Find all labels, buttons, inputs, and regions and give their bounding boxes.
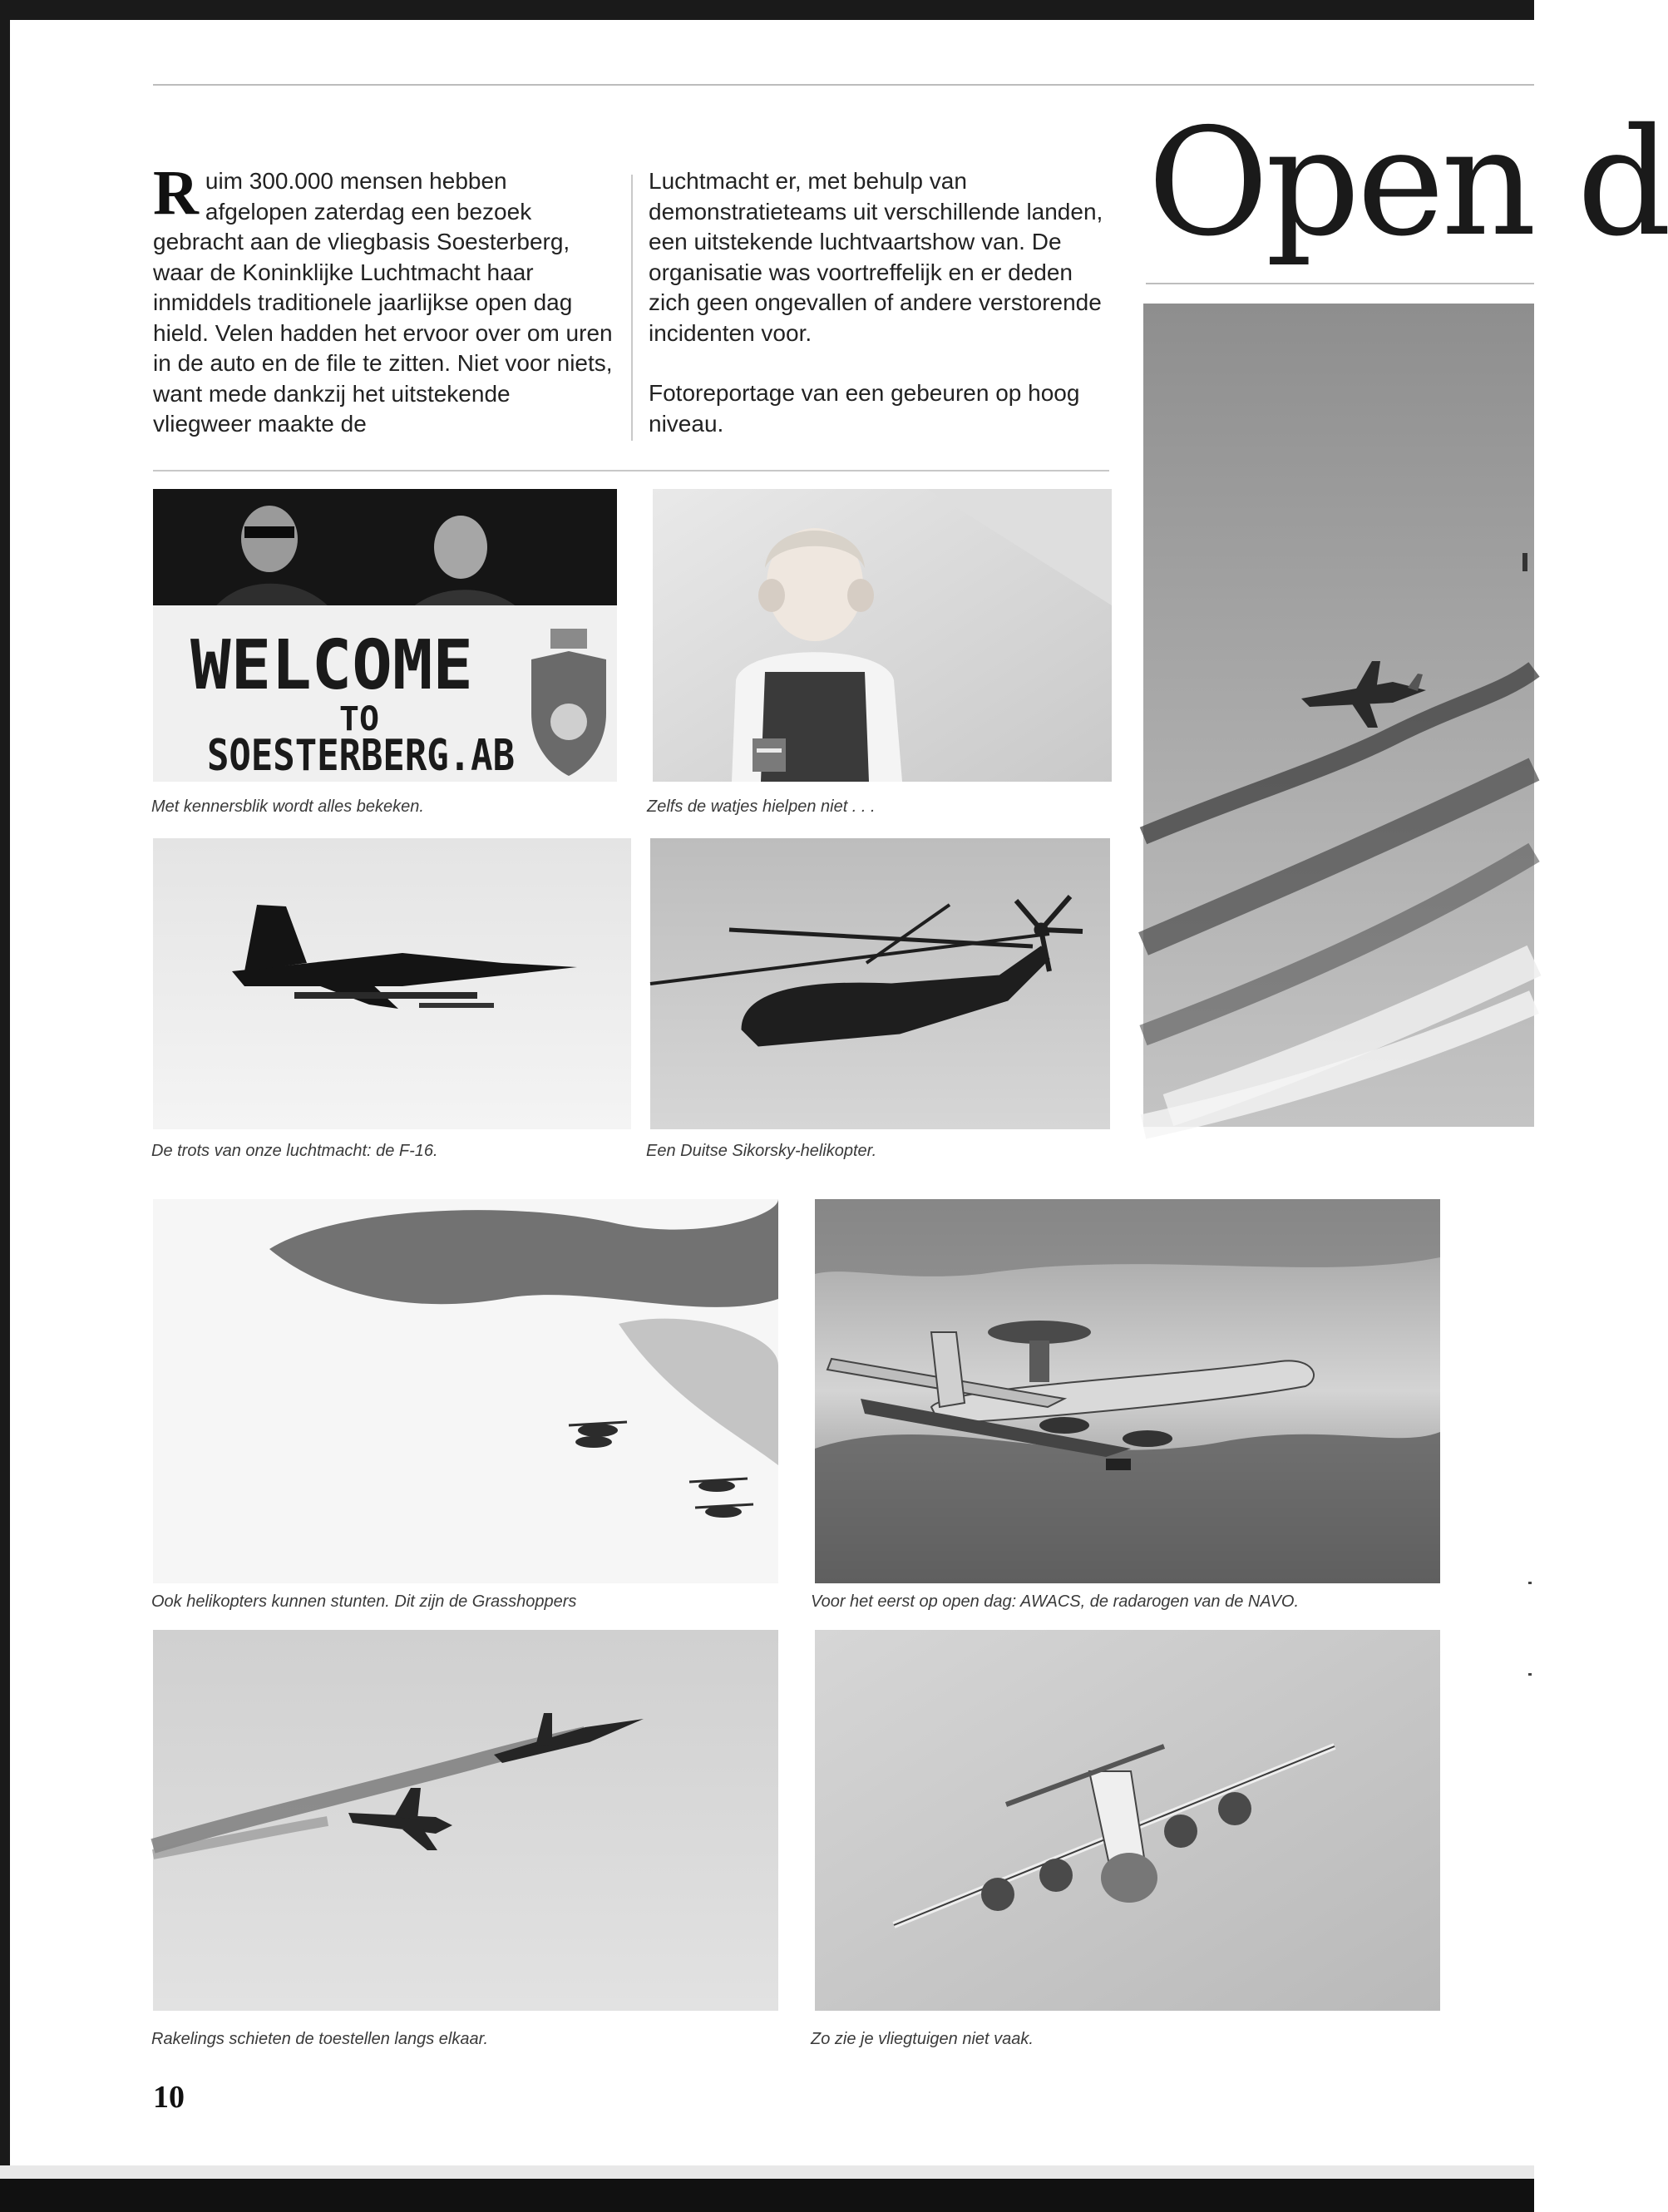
column-divider [631, 175, 633, 441]
caption-sikorsky: Een Duitse Sikorsky-helikopter. [646, 1142, 877, 1160]
margin-mark [1528, 1673, 1532, 1676]
photo-jets-crossing [153, 1630, 778, 2011]
caption-f16: De trots van onze luchtmacht: de F-16. [151, 1142, 438, 1160]
intro-text-1: uim 300.000 mensen hebben afgelopen zaterdag een bezoek gebracht aan de vliegbasis Soesterberg, waar de Koninklijke Luchtmacht haar inmiddels traditionele jaarlijkse open dag hield. Velen hadden het ervoor over om uren in de auto en de file te zitten. Niet voor niets, want mede dankzij het uitstekende vliegweer maakte de [153, 168, 613, 437]
scan-border-bottom [0, 2179, 1534, 2212]
photo-sikorsky [650, 838, 1110, 1129]
intro-text-2b: Fotoreportage van een gebeuren op hoog niveau. [649, 380, 1080, 437]
article-headline: Open d [1147, 96, 1668, 269]
photo-grasshoppers [153, 1199, 778, 1583]
scan-border-top [0, 0, 1534, 20]
photo-welcome-sign [153, 489, 617, 782]
headline-rule [1146, 283, 1534, 284]
caption-child: Zelfs de watjes hielpen niet . . . [647, 797, 876, 816]
caption-grasshoppers: Ook helikopters kunnen stunten. Dit zijn de Grasshoppers [151, 1592, 577, 1611]
sign-line-3: SOESTERBERG.AB [207, 731, 515, 781]
scan-border-left [0, 0, 10, 2212]
hero-photo-smoke-trails [1143, 304, 1534, 1127]
photo-transport-plane [815, 1630, 1440, 2011]
photo-awacs [815, 1199, 1440, 1583]
intro-text-2: Luchtmacht er, met behulp van demonstratieteams uit verschillende landen, een uitstekende luchtvaartshow van. De organisatie was voortreffelijk en er deden zich geen ongevallen of andere verstorende incidenten voor. [649, 168, 1103, 346]
caption-awacs: Voor het eerst op open dag: AWACS, de radarogen van de NAVO. [811, 1592, 1300, 1611]
dropcap: R [153, 158, 199, 228]
intro-column-2 [649, 166, 1110, 439]
scan-border-band [0, 2165, 1534, 2179]
header-rule [153, 84, 1534, 86]
sign-line-1: WELCOME [190, 626, 473, 705]
intro-bottom-rule [153, 470, 1109, 472]
page-number: 10 [153, 2080, 185, 2115]
margin-mark [1528, 1582, 1532, 1584]
caption-jets: Rakelings schieten de toestellen langs elkaar. [151, 2030, 489, 2048]
caption-welcome: Met kennersblik wordt alles bekeken. [151, 797, 424, 816]
intro-column-1 [153, 158, 614, 440]
sign-line-2: TO [338, 700, 380, 738]
photo-child-covering-ears [653, 489, 1112, 782]
photo-f16 [153, 838, 631, 1129]
caption-transport: Zo zie je vliegtuigen niet vaak. [811, 2030, 1034, 2048]
